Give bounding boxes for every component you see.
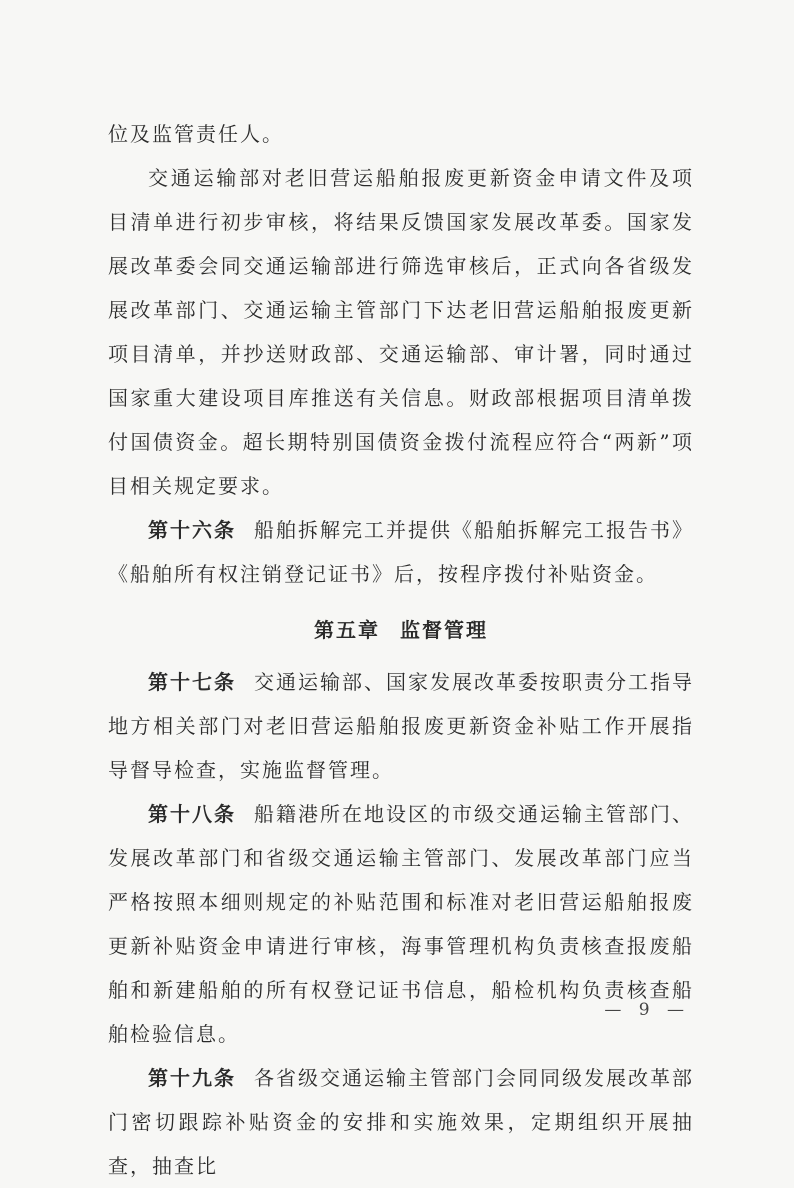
page-number: — 9 — (604, 1000, 690, 1020)
paragraph-continuation: 位及监管责任人。 (108, 122, 284, 146)
article-17 (108, 660, 694, 792)
chapter-number: 第五章 (314, 618, 380, 642)
article-16 (108, 508, 694, 596)
article-17-label: 第十七条 (148, 670, 236, 694)
article-16-label: 第十六条 (148, 518, 236, 542)
document-page (108, 112, 694, 1188)
article-16-text: 船舶拆解完工并提供《船舶拆解完工报告书》《船舶所有权注销登记证书》后，按程序拨付补贴资金。 (108, 518, 694, 586)
article-18-text: 船籍港所在地设区的市级交通运输主管部门、发展改革部门和省级交通运输主管部门、发展改革部门应当严格按照本细则规定的补贴范围和标准对老旧营运船舶报废更新补贴资金申请进行审核，海事管理机构负责核查报废船舶和新建船舶的所有权登记证书信息，船检机构负责核查船舶检验信息。 (108, 802, 694, 1046)
article-19-label: 第十九条 (148, 1066, 236, 1090)
article-18-label: 第十八条 (148, 802, 236, 826)
article-19 (108, 1056, 694, 1188)
chapter-title: 监督管理 (400, 618, 488, 642)
paragraph-review-process: 交通运输部对老旧营运船舶报废更新资金申请文件及项目清单进行初步审核，将结果反馈国家发展改革委。国家发展改革委会同交通运输部进行筛选审核后，正式向各省级发展改革部门、交通运输主管部门下达老旧营运船舶报废更新项目清单，并抄送财政部、交通运输部、审计署，同时通过国家重大建设项目库推送有关信息。财政部根据项目清单拨付国债资金。超长期特别国债资金拨付流程应符合“两新”项目相关规定要求。 (108, 166, 694, 498)
article-19-text: 各省级交通运输主管部门会同同级发展改革部门密切跟踪补贴资金的安排和实施效果，定期组织开展抽查，抽查比 (108, 1066, 694, 1178)
chapter-heading (108, 596, 694, 660)
article-17-text: 交通运输部、国家发展改革委按职责分工指导地方相关部门对老旧营运船舶报废更新资金补贴工作开展指导督导检查，实施监督管理。 (108, 670, 694, 782)
